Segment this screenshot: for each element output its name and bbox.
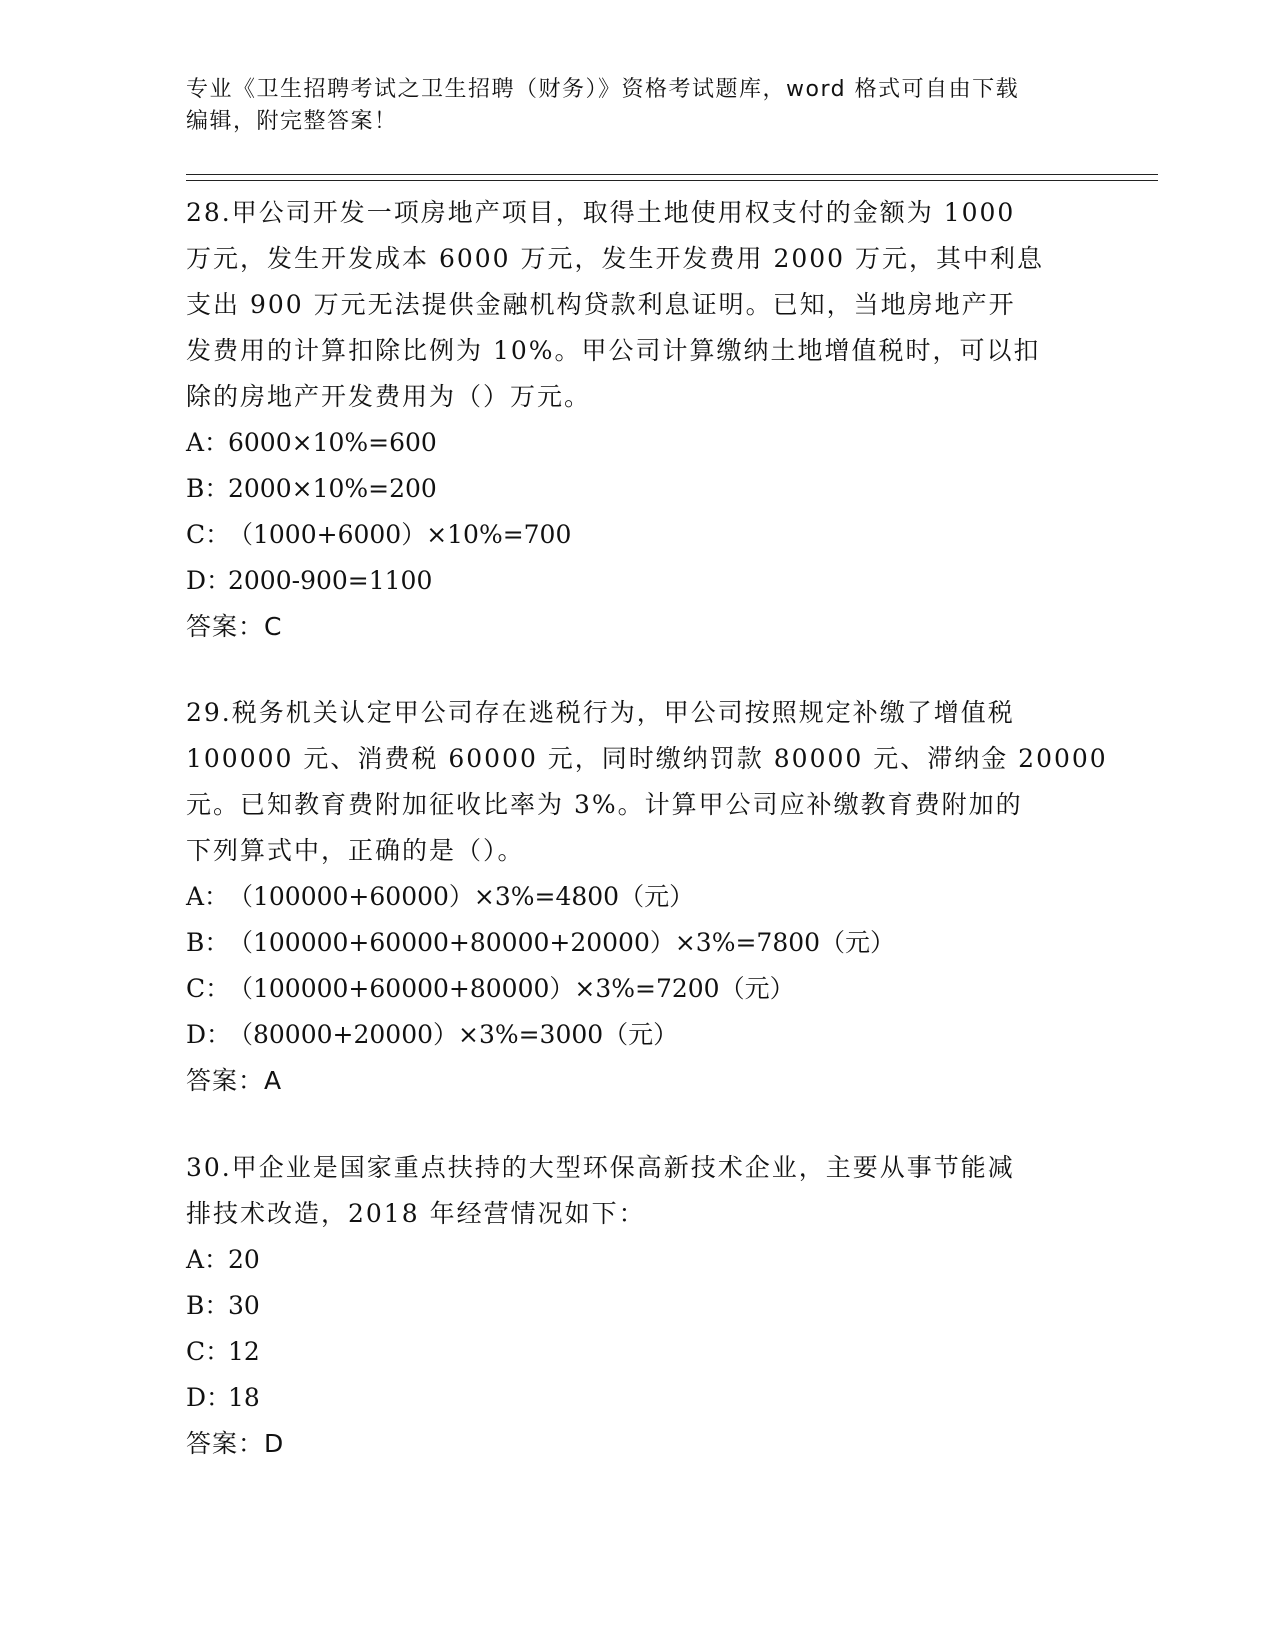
option-c [186,1329,1086,1375]
option-letter: D： [186,1020,232,1049]
question-stem-line: 排技术改造，2018 年经营情况如下： [186,1199,646,1228]
header-line-2: 编辑，附完整答案！ [186,109,398,134]
option-b [186,920,1086,966]
option-text: 20 [228,1245,260,1274]
option-text: （80000+20000）×3%=3000（元） [228,1020,679,1049]
option-d [186,1012,1086,1058]
option-c [186,512,1086,558]
option-a [186,420,1086,466]
option-text: 6000×10%=600 [228,428,437,457]
header-divider-bottom [186,180,1158,181]
option-d [186,1375,1086,1421]
option-a [186,874,1086,920]
question-stem-line: 元。已知教育费附加征收比率为 3%。计算甲公司应补缴教育费附加的 [186,790,1023,819]
option-text: 2000×10%=200 [228,474,437,503]
question-stem-line: 万元，发生开发成本 6000 万元，发生开发费用 2000 万元，其中利息 [186,244,1045,273]
option-text: 30 [228,1291,260,1320]
option-letter: C： [186,1337,231,1366]
option-text: （1000+6000）×10%=700 [228,520,572,549]
option-d [186,558,1086,604]
question-29 [186,690,1108,1104]
option-text: 18 [228,1383,260,1412]
option-letter: D： [186,1383,232,1412]
option-b [186,466,1086,512]
option-text: 12 [228,1337,260,1366]
option-letter: C： [186,520,231,549]
option-c [186,966,1086,1012]
header-line-1: 专业《卫生招聘考试之卫生招聘（财务）》资格考试题库，word 格式可自由下载 [186,77,1020,102]
option-letter: D： [186,566,232,595]
document-header [186,74,1086,138]
option-a [186,1237,1086,1283]
answer-line: 答案：C [186,612,283,641]
question-stem-line: 29.税务机关认定甲公司存在逃税行为，甲公司按照规定补缴了增值税 [186,698,1015,727]
option-text: （100000+60000+80000）×3%=7200（元） [228,974,795,1003]
question-28 [186,190,1086,650]
header-divider-top [186,174,1158,175]
question-stem-line: 支出 900 万元无法提供金融机构贷款利息证明。已知，当地房地产开 [186,290,1016,319]
option-text: （100000+60000）×3%=4800（元） [228,882,695,911]
option-letter: B： [186,928,230,957]
question-stem-line: 发费用的计算扣除比例为 10%。甲公司计算缴纳土地增值税时，可以扣 [186,336,1041,365]
option-letter: B： [186,1291,230,1320]
option-letter: C： [186,974,231,1003]
question-stem-line: 30.甲企业是国家重点扶持的大型环保高新技术企业，主要从事节能减 [186,1153,1015,1182]
option-b [186,1283,1086,1329]
question-stem-line: 100000 元、消费税 60000 元，同时缴纳罚款 80000 元、滞纳金 20000 [186,744,1108,773]
option-letter: A： [186,428,230,457]
option-text: （100000+60000+80000+20000）×3%=7800（元） [228,928,896,957]
option-letter: A： [186,1245,230,1274]
option-text: 2000-900=1100 [228,566,433,595]
question-stem-line: 除的房地产开发费用为（）万元。 [186,382,592,411]
option-letter: B： [186,474,230,503]
answer-line: 答案：D [186,1429,285,1458]
question-stem-line: 下列算式中，正确的是（）。 [186,836,525,865]
question-stem-line: 28.甲公司开发一项房地产项目，取得土地使用权支付的金额为 1000 [186,198,1016,227]
question-30 [186,1145,1086,1467]
option-letter: A： [186,882,230,911]
answer-line: 答案：A [186,1066,283,1095]
